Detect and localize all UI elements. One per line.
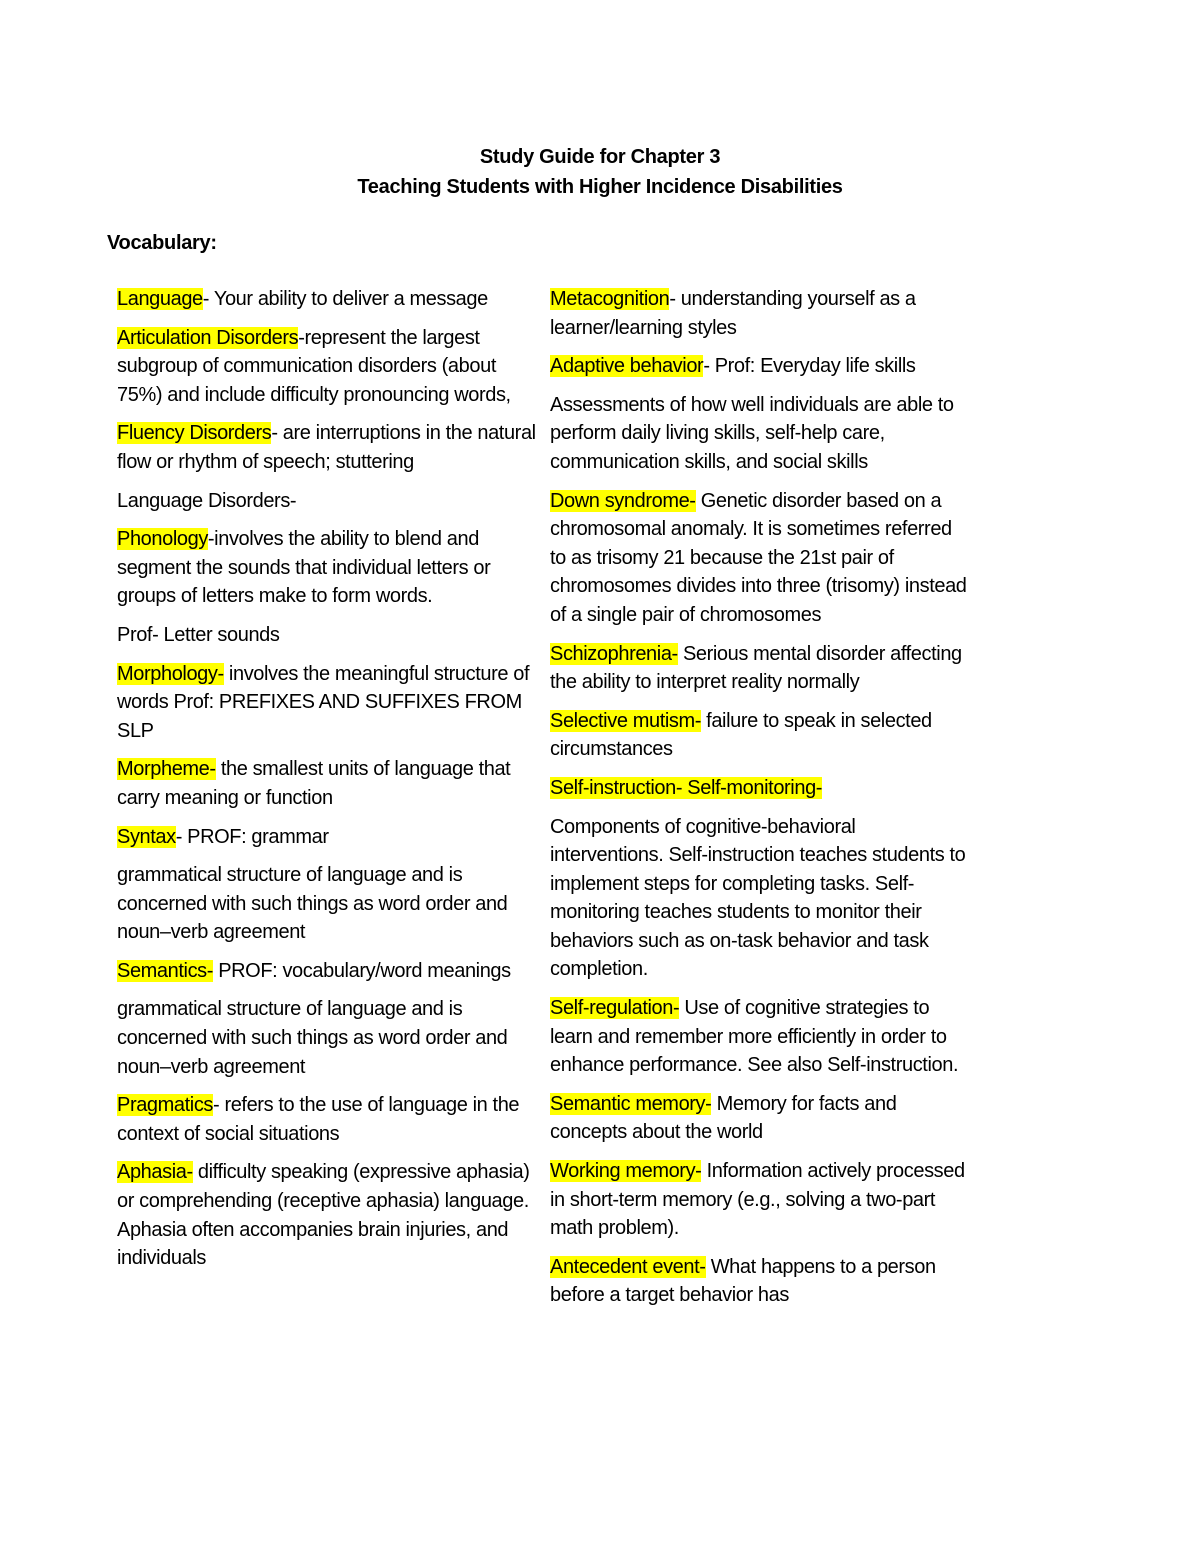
vocab-term: Schizophrenia- <box>550 642 678 665</box>
vocab-definition: Prof- Letter sounds <box>117 623 280 646</box>
vocab-definition: Language Disorders- <box>117 489 297 512</box>
vocab-definition: Memory for facts and concepts about the world <box>550 1092 897 1144</box>
vocab-term: Articulation Disorders <box>117 326 299 349</box>
vocab-definition: What happens to a person before a target behavior has <box>550 1255 936 1307</box>
vocab-term: Phonology <box>117 528 208 551</box>
vocab-term: Self-instruction- Self-monitoring- <box>550 776 823 799</box>
vocab-entry <box>117 755 539 812</box>
vocab-entry <box>117 1158 539 1272</box>
vocab-entry <box>550 813 970 985</box>
vocabulary-heading: Vocabulary: <box>107 232 217 254</box>
vocab-definition: PROF: vocabulary/word meanings <box>213 959 511 982</box>
vocab-entry <box>117 621 539 650</box>
vocab-definition: Information actively processed in short-term memory (e.g., solving a two-part math problem). <box>550 1160 965 1240</box>
vocab-definition: -involves the ability to blend and segment the sounds that individual letters or groups of letters make to form words. <box>117 528 491 608</box>
vocab-definition: Serious mental disorder affecting the ability to interpret reality normally <box>550 642 962 694</box>
vocab-term: Morpheme- <box>117 758 216 781</box>
vocab-term: Working memory- <box>550 1160 702 1183</box>
vocab-term: Semantic memory- <box>550 1092 712 1115</box>
vocab-entry <box>117 995 539 1081</box>
vocab-entry <box>117 1091 539 1148</box>
vocab-entry <box>117 285 539 314</box>
vocab-definition: Components of cognitive-behavioral interventions. Self-instruction teaches students to implement steps for completing tasks. Self-monitoring teaches students to monitor their behaviors such as on-task behavior and task completion. <box>550 815 966 981</box>
vocab-entry <box>550 1253 970 1310</box>
vocab-entry <box>550 352 970 381</box>
vocab-term: Down syndrome- <box>550 489 696 512</box>
vocab-entry <box>117 861 539 947</box>
vocab-entry <box>117 324 539 410</box>
document-subtitle: Teaching Students with Higher Incidence Disabilities <box>357 176 843 198</box>
vocab-term: Self-regulation- <box>550 997 680 1020</box>
vocab-definition: Use of cognitive strategies to learn and remember more efficiently in order to enhance performance. See also Self-instruction. <box>550 997 959 1077</box>
vocab-definition: - Prof: Everyday life skills <box>703 355 916 378</box>
vocab-definition: difficulty speaking (expressive aphasia) or comprehending (receptive aphasia) language. Aphasia often accompanies brain injuries, and individuals <box>117 1161 530 1270</box>
vocab-entry <box>117 823 539 852</box>
vocab-definition: - PROF: grammar <box>175 825 329 848</box>
vocab-entry <box>550 774 970 803</box>
vocab-definition: - understanding yourself as a learner/learning styles <box>550 288 916 339</box>
left-column <box>117 285 539 1283</box>
right-column <box>550 285 970 1320</box>
vocab-definition: grammatical structure of language and is concerned with such things as word order and noun–verb agreement <box>117 864 508 944</box>
vocab-term: Pragmatics <box>117 1094 214 1117</box>
vocab-term: Morphology- <box>117 662 224 685</box>
vocab-definition: Assessments of how well individuals are able to perform daily living skills, self-help care, communication skills, and social skills <box>550 393 954 473</box>
vocab-definition: the smallest units of language that carry meaning or function <box>117 758 511 809</box>
vocab-definition: - Your ability to deliver a message <box>202 288 488 310</box>
vocab-entry <box>550 707 970 764</box>
vocab-term: Semantics- <box>117 959 214 982</box>
vocab-entry <box>550 285 970 342</box>
vocab-term: Fluency Disorders <box>117 422 272 445</box>
vocab-entry <box>550 1157 970 1243</box>
vocab-entry <box>550 1090 970 1147</box>
vocab-entry <box>117 957 539 986</box>
vocab-entry <box>550 640 970 697</box>
vocab-definition: - are interruptions in the natural flow or rhythm of speech; stuttering <box>117 422 536 473</box>
vocab-term: Antecedent event- <box>550 1255 706 1278</box>
vocab-definition: grammatical structure of language and is concerned with such things as word order and noun–verb agreement <box>117 998 508 1078</box>
vocab-term: Aphasia- <box>117 1161 193 1184</box>
vocab-term: Selective mutism- <box>550 709 702 732</box>
vocab-entry <box>117 660 539 746</box>
document-title: Study Guide for Chapter 3 <box>479 146 721 168</box>
vocab-entry <box>550 487 970 630</box>
vocab-definition: -represent the largest subgroup of communication disorders (about 75%) and include difficulty pronouncing words, <box>117 326 511 406</box>
vocab-term: Metacognition <box>550 288 670 310</box>
vocab-entry <box>550 994 970 1080</box>
vocab-entry <box>117 525 539 611</box>
vocab-entry <box>117 487 539 516</box>
vocab-definition: Genetic disorder based on a chromosomal anomaly. It is sometimes referred to as trisomy 21 because the 21st pair of chromosomes divides into three (trisomy) instead of a single pair of chromosomes <box>550 489 967 626</box>
vocab-definition: involves the meaningful structure of words Prof: PREFIXES AND SUFFIXES FROM SLP <box>117 662 530 742</box>
vocab-definition: failure to speak in selected circumstances <box>550 709 932 761</box>
vocab-entry <box>117 419 539 476</box>
vocab-entry <box>550 391 970 477</box>
vocab-term: Adaptive behavior <box>550 355 704 378</box>
vocab-definition: - refers to the use of language in the context of social situations <box>117 1094 520 1145</box>
vocab-term: Language <box>117 288 203 310</box>
vocab-term: Syntax <box>117 825 176 848</box>
